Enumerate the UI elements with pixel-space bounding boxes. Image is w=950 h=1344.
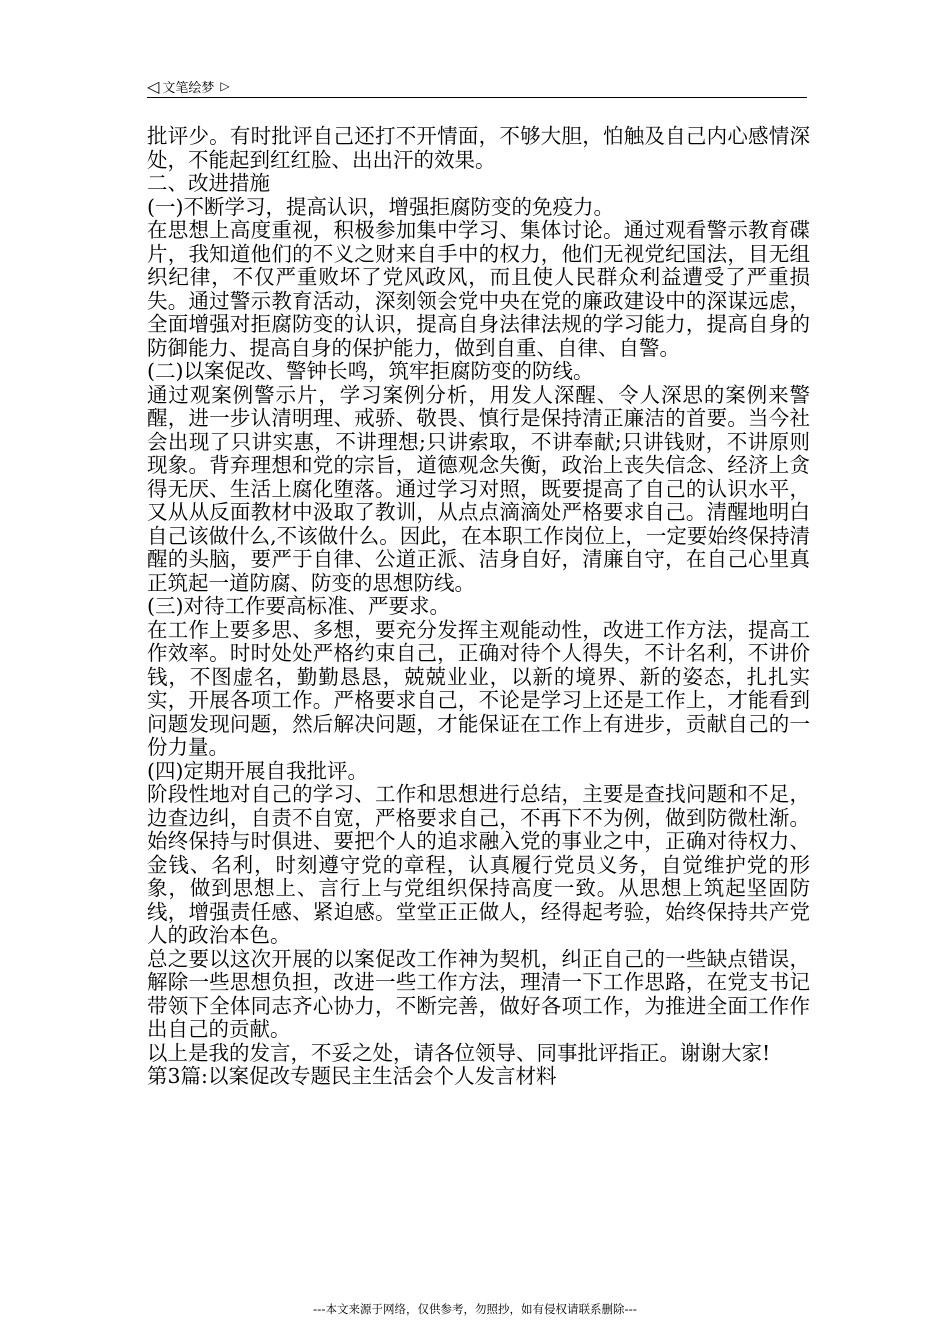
footer-notice: ---本文来源于网络，仅供参考，勿照抄，如有侵权请联系删除---: [313, 1302, 637, 1316]
paragraph: 阶段性地对自己的学习、工作和思想进行总结，主要是查找问题和不足，边查边纠，自责不自宽，严格要求自己，不再下不为例，做到防微杜渐。始终保持与时俱进、要把个人的追求融入党的事业之中，正确对待权力、金钱、名利，时刻遵守党的章程，认真履行党员义务，自觉维护党的形象，做到思想上、言行上与党组织保持高度一致。从思想上筑起坚固防线，增强责任感、紧迫感。堂堂正正做人，经得起考验，始终保持共产党人的政治本色。: [147, 782, 810, 947]
paragraph: 在工作上要多思、多想，要充分发挥主观能动性，改进工作方法，提高工作效率。时时处处严格约束自己，正确对待个人得失，不计名利，不讲价钱，不图虚名，勤勤恳恳，兢兢业业，以新的境界、新的姿态，扎扎实实，开展各项工作。严格要求自己，不论是学习上还是工作上，才能看到问题发现问题，然后解决问题，才能保证在工作上有进步，贡献自己的一份力量。: [147, 617, 810, 759]
header-title: 文笔绘梦: [162, 80, 215, 96]
document-body: [147, 125, 810, 1089]
subsection-heading: (一)不断学习，提高认识，增强拒腐防变的免疫力。: [147, 194, 614, 219]
subsection-heading: (四)定期开展自我批评。: [147, 758, 368, 783]
page-header: [147, 74, 807, 98]
triangle-left-icon: ◁: [147, 76, 160, 96]
paragraph: 总之要以这次开展的以案促改工作神为契机，纠正自己的一些缺点错误，解除一些思想负担，改进一些工作方法，理清一下工作思路，在党支书记带领下全体同志齐心协力，不断完善，做好各项工作，为推进全面工作作出自己的贡献。: [147, 946, 810, 1041]
subsection-heading: (三)对待工作要高标准、严要求。: [147, 594, 450, 618]
section-heading: 二、改进措施: [147, 171, 270, 195]
paragraph: 在思想上高度重视，积极参加集中学习、集体讨论。通过观看警示教育碟片，我知道他们的不义之财来自手中的权力，他们无视党纪国法，目无组织纪律，不仅严重败坏了党风政风，而且使人民群众利益遭受了严重损失。通过警示教育活动，深刻领会党中央在党的廉政建设中的深谋远虑，全面增强对拒腐防变的认识，提高自身法律法规的学习能力，提高自身的防御能力、提高自身的保护能力，做到自重、自律、自警。: [147, 218, 810, 360]
paragraph: 通过观案例警示片，学习案例分析，用发人深醒、令人深思的案例来警醒，进一步认清明理、戒骄、敬畏、慎行是保持清正廉洁的首要。当今社会出现了只讲实惠，不讲理想;只讲索取，不讲奉献;只讲钱财，不讲原则现象。背弃理想和党的宗旨，道德观念失衡，政治上丧失信念、经济上贪得无厌、生活上腐化堕落。通过学习对照，既要提高了自己的认识水平，又从从反面教材中汲取了教训，从点点滴滴处严格要求自己。清醒地明白自己该做什么,不该做什么。因此，在本职工作岗位上，一定要始终保持清醒的头脑，要严于自律、公道正派、洁身自好，清廉自守，在自己心里真正筑起一道防腐、防变的思想防线。: [147, 382, 810, 595]
paragraph: 批评少。有时批评自己还打不开情面，不够大胆，怕触及自己内心感情深处，不能起到红红脸、出出汗的效果。: [147, 124, 810, 172]
triangle-right-icon: ▷: [220, 79, 230, 93]
subsection-heading: (二)以案促改、警钟长鸣，筑牢拒腐防变的防线。: [147, 359, 594, 383]
header-divider: [147, 97, 807, 98]
paragraph: 以上是我的发言，不妥之处，请各位领导、同事批评指正。谢谢大家!: [147, 1040, 771, 1065]
next-article-title: 第3篇:以案促改专题民主生活会个人发言材料: [147, 1064, 557, 1088]
